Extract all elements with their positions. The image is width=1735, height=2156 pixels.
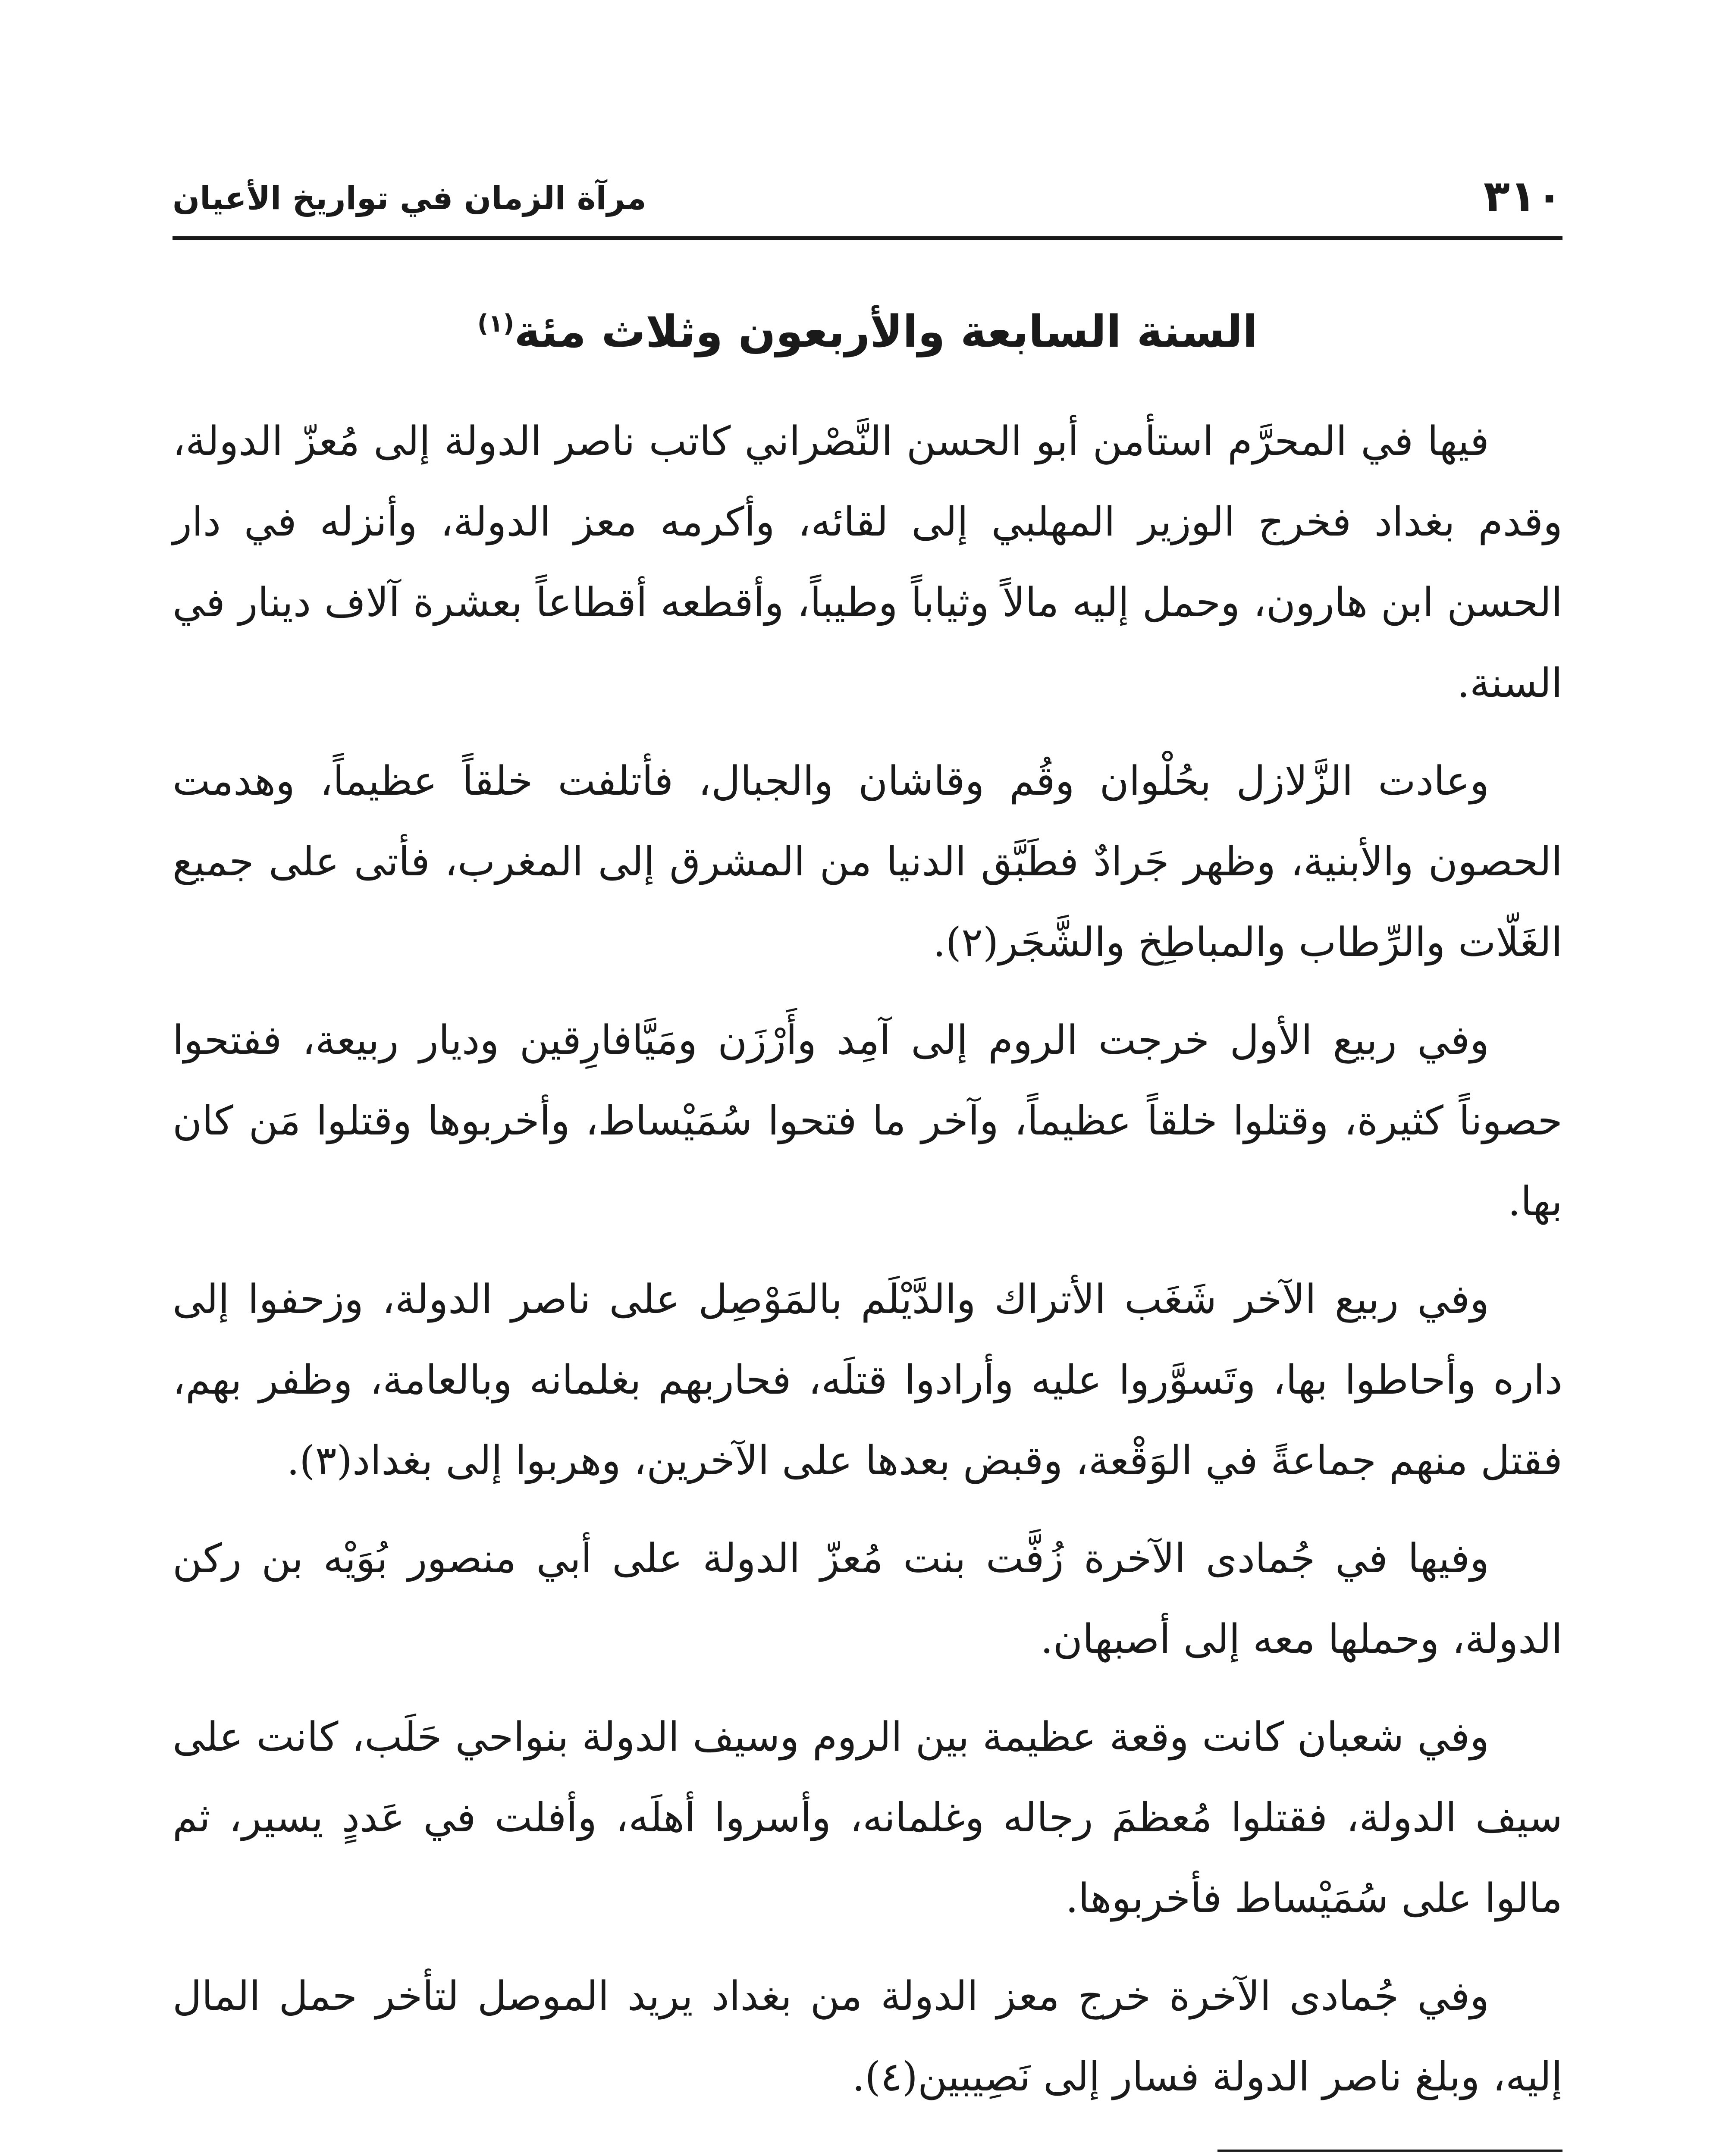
page-number: ٣١٠ bbox=[1483, 171, 1562, 221]
paragraph: وفي جُمادى الآخرة خرج معز الدولة من بغداد يريد الموصل لتأخر حمل المال إليه، وبلغ ناصر الدولة فسار إلى نَصِيبين(٤). bbox=[173, 1973, 1562, 2100]
chapter-title bbox=[173, 302, 1562, 362]
paragraph: وفي شعبان كانت وقعة عظيمة بين الروم وسيف الدولة بنواحي حَلَب، كانت على سيف الدولة، فقتلوا مُعظمَ رجاله وغلمانه، وأسروا أهلَه، وأفلت في عَددٍ يسير، ثم مالوا على سُمَيْساط فأخربوها. bbox=[173, 1714, 1562, 1921]
paragraph: وفيها في جُمادى الآخرة زُفَّت بنت مُعزّ الدولة على أبي منصور بُوَيْه بن ركن الدولة، وحملها معه إلى أصبهان. bbox=[173, 1535, 1562, 1662]
paragraph: وفي ربيع الآخر شَغَب الأتراك والدَّيْلَم بالمَوْصِل على ناصر الدولة، وزحفوا إلى داره وأحاطوا بها، وتَسوَّروا عليه وأرادوا قتلَه، فحاربهم بغلمانه وبالعامة، وظفر بهم، فقتل منهم جماعةً في الوَقْعة، وقبض بعدها على الآخرين، وهربوا إلى بغداد(٣). bbox=[173, 1276, 1562, 1484]
footnote-rule bbox=[1217, 2150, 1562, 2152]
header-rule bbox=[173, 236, 1562, 240]
running-header-title: مرآة الزمان في تواريخ الأعيان bbox=[173, 180, 646, 217]
chapter-title-text: السنة السابعة والأربعون وثلاث مئة bbox=[514, 306, 1258, 357]
paragraph: وفي ربيع الأول خرجت الروم إلى آمِد وأَرْزَن ومَيَّافارِقين وديار ربيعة، ففتحوا حصوناً كثيرة، وقتلوا خلقاً عظيماً، وآخر ما فتحوا سُمَيْساط، وأخربوها وقتلوا مَن كان بها. bbox=[173, 1017, 1562, 1225]
paragraph: فيها في المحرَّم استأمن أبو الحسن النَّصْراني كاتب ناصر الدولة إلى مُعزّ الدولة، وقدم بغداد فخرج الوزير المهلبي إلى لقائه، وأكرمه معز الدولة، وأنزله في دار الحسن ابن هارون، وحمل إليه مالاً وثياباً وطيباً، وأقطعه أقطاعاً بعشرة آلاف دينار في السنة. bbox=[173, 418, 1562, 706]
body-text bbox=[173, 401, 1562, 2134]
paragraph: وعادت الزَّلازل بحُلْوان وقُم وقاشان والجبال، فأتلفت خلقاً عظيماً، وهدمت الحصون والأبنية، وظهر جَرادٌ فطَبَّق الدنيا من المشرق إلى المغرب، فأتى على جميع الغَلّات والرِّطاب والمباطِخ والشَّجَر(٢). bbox=[173, 758, 1562, 965]
running-header bbox=[173, 170, 1562, 235]
chapter-footnote-ref: (١) bbox=[477, 310, 515, 338]
